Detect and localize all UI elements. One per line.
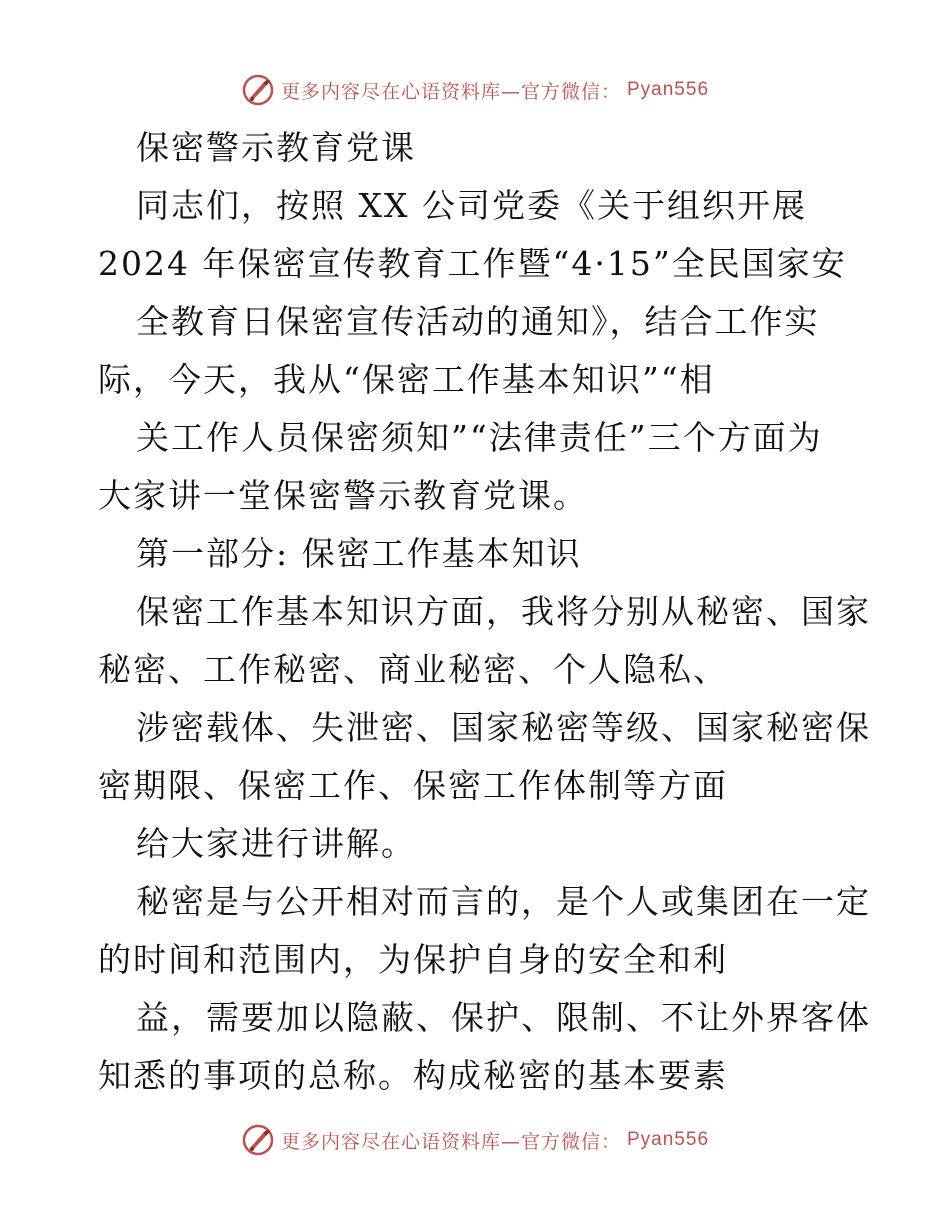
document-title: 保密警示教育党课 bbox=[136, 128, 416, 167]
text-line: 大家讲一堂保密警示教育党课。 bbox=[98, 476, 588, 515]
text-line: 际，今天，我从“保密工作基本知识”“相 bbox=[98, 360, 715, 399]
text-line: 保密工作基本知识方面，我将分别从秘密、国家 bbox=[136, 592, 871, 631]
watermark-handle: Pyan556 bbox=[627, 1129, 710, 1150]
text-line: 密期限、保密工作、保密工作体制等方面 bbox=[98, 766, 728, 805]
header-watermark bbox=[0, 72, 950, 108]
text-line: 同志们，按照 XX 公司党委《关于组织开展 bbox=[136, 186, 807, 225]
watermark-text: 更多内容尽在心语资料库—官方微信： bbox=[280, 80, 621, 103]
quill-logo-icon bbox=[241, 1123, 275, 1157]
text-line: 益，需要加以隐蔽、保护、限制、不让外界客体 bbox=[136, 998, 871, 1037]
section-heading: 第一部分: 保密工作基本知识 bbox=[136, 534, 582, 573]
text-line: 关工作人员保密须知”“法律责任”三个方面为 bbox=[136, 418, 823, 457]
quill-logo-icon bbox=[241, 73, 275, 107]
footer-watermark bbox=[0, 1122, 950, 1158]
watermark-handle: Pyan556 bbox=[627, 79, 710, 100]
text-line: 给大家进行讲解。 bbox=[136, 824, 416, 863]
watermark-text: 更多内容尽在心语资料库—官方微信： bbox=[280, 1130, 621, 1153]
text-line: 秘密、工作秘密、商业秘密、个人隐私、 bbox=[98, 650, 728, 689]
text-line: 的时间和范围内，为保护自身的安全和利 bbox=[98, 940, 728, 979]
text-line: 2024 年保密宣传教育工作暨“4·15”全民国家安 bbox=[98, 244, 847, 283]
text-line: 知悉的事项的总称。构成秘密的基本要素 bbox=[98, 1056, 728, 1095]
text-line: 涉密载体、失泄密、国家秘密等级、国家秘密保 bbox=[136, 708, 871, 747]
text-line: 秘密是与公开相对而言的，是个人或集团在一定 bbox=[136, 882, 871, 921]
text-line: 全教育日保密宣传活动的通知》，结合工作实 bbox=[136, 302, 820, 341]
